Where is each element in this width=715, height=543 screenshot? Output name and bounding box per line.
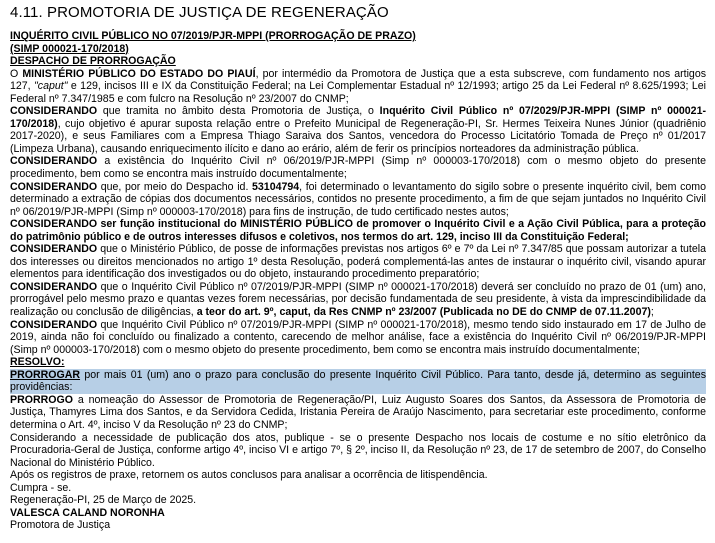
despacho-title: DESPACHO DE PRORROGAÇÃO [10,55,176,68]
paragraph-considerando-1: CONSIDERANDO que tramita no âmbito desta Promotoria de Justiça, o Inquérito Civil Público nº 07/2029/PJR-MPPI (SIMP nº 000021-170/2018), cujo objetivo é apurar suposta relação entre o Prefeito Municipal de Regeneração-PI, Sr. Hermes Teixeira Nunes Júnior (quadriênio 2017-2020), e seus Familiares com a Empresa Thiago Saraiva dos Santos, vencedora do Processo Licitatório Tomada de Preço nº 01/2017 (Limpeza Urbana), causando enriquecimento ilícito e dano ao erário, além de ferir os princípios norteadores da administração pública. [10,105,706,155]
paragraph-considerando-6: CONSIDERANDO que o Inquérito Civil Público nº 07/2019/PJR-MPPI (SIMP nº 000021-170/2018) deverá ser concluído no prazo de 01 (um) ano, prorrogável pelo mesmo prazo e quantas vezes forem necessárias, por decisão fundamentada de seu presidente, à vista da imprescindibilidade da realização ou conclusão de diligências, a teor do art. 9º, caput, da Res CNMP nº 23/2007 (Publicada no DE do CNMP de 07.11.2007); [10,280,706,319]
resolvo-label: RESOLVO: [10,356,65,369]
paragraph-considerando-2: CONSIDERANDO a existência do Inquérito Civil nº 06/2019/PJR-MPPI (Simp nº 000003-170/2018) com o mesmo objeto do presente procedimento, bem como se encontra mais instruído documentalmente; [10,155,706,181]
signer-role: Promotora de Justiça [10,519,111,532]
paragraph-considerando-4: CONSIDERANDO ser função institucional do MINISTÉRIO PÚBLICO de promover o Inquérito Civil e a Ação Civil Pública, para a proteção do patrimônio público e de outros interesses difusos e coletivos, nos termos do art. 129, inciso III da Constituição Federal; [10,218,706,243]
cumpra-se: Cumpra - se. [10,481,72,494]
paragraph-registros: Após os registros de praxe, retornem os autos conclusos para analisar a ocorrência de litispendência. [10,469,488,482]
paragraph-prorrogo: PRORROGO a nomeação do Assessor de Promotoria de Regeneração/PI, Luiz Augusto Soares dos Santos, da Assessora de Promotoria de Justiça, Thamyres Lima dos Santos, e da Servidora Cedida, Iristania Pereira de Araújo Nascimento, para secretariar este procedimento, conforme determina o Art. 4º, inciso V da Resolução nº 23 do CNMP; [10,393,706,431]
signer-name: VALESCA CALAND NORONHA [10,506,165,519]
paragraph-considerando-5: CONSIDERANDO que o Ministério Público, de posse de informações previstas nos artigos 6º e 7º da Lei nº 7.347/85 que possam autorizar a tutela dos interesses ou direitos mencionados no artigo 1º desta Resolução, poderá complementá-las antes de instaurar o inquérito civil, visando apurar elementos para identificação dos investigados ou do objeto, instaurando procedimento preparatório; [10,243,706,281]
paragraph-considerando-3: CONSIDERANDO que, por meio do Despacho id. 53104794, foi determinado o levantamento do sigilo sobre o presente inquérito civil, bem como determinado a extração de cópias dos documentos necessários, contidos no presente procedimento, a fim de que sejam juntados no Inquérito Civil nº 06/2019/PJR-MPPI (Simp nº 000003-170/2018) para fins de instrução, de tudo certificado nestes autos; [10,180,707,218]
section-heading: 4.11. PROMOTORIA DE JUSTIÇA DE REGENERAÇÃO [10,4,389,21]
document-body [10,30,706,532]
date-line: Regeneração-PI, 25 de Março de 2025. [10,494,197,507]
simp-number: (SIMP 000021-170/2018) [10,42,129,55]
paragraph-prorrogar-selected[interactable]: PRORROGAR por mais 01 (um) ano o prazo para conclusão do presente Inquérito Civil Público. Para tanto, desde já, determino as seguintes providências: [10,368,706,394]
paragraph-considerando-7: CONSIDERANDO que Inquérito Civil Público nº 07/2019/PJR-MPPI (SIMP nº 000021-170/2018), mesmo tendo sido instaurado em 17 de Julho de 2019, ainda não foi concluído ou finalizado a contento, carecendo de melhor análise, face a existência do Inquérito Civil nº 06/2019/PJR-MPPI (Simp nº 000003-170/2018) com o mesmo objeto do presente procedimento, bem como se encontra mais instruído documentalmente; [10,318,706,356]
document-title: INQUÉRITO CIVIL PÚBLICO NO 07/2019/PJR-MPPI (PRORROGAÇÃO DE PRAZO) [10,30,416,42]
paragraph-preamble: O MINISTÉRIO PÚBLICO DO ESTADO DO PIAUÍ, por intermédio da Promotora de Justiça que a esta subscreve, com fundamento nos artigos 127, "caput" e 129, incisos III e IX da Constituição Federal; na Lei Complementar Estadual nº 12/1993; artigo 25 da Lei Federal nº 8.625/1993; Lei Federal nº 7.347/1985 e com fulcro na Resolução nº 23/2007 do CNMP; [10,67,707,105]
paragraph-publicacao: Considerando a necessidade de publicação dos atos, publique - se o presente Despacho nos locais de costume e no sítio eletrônico da Procuradoria-Geral de Justiça, conforme artigo 4º, inciso VI e artigo 7º, § 2º, inciso II, da Resolução nº 23, de 17 de setembro de 2007, do Conselho Nacional do Ministério Público. [10,431,706,469]
